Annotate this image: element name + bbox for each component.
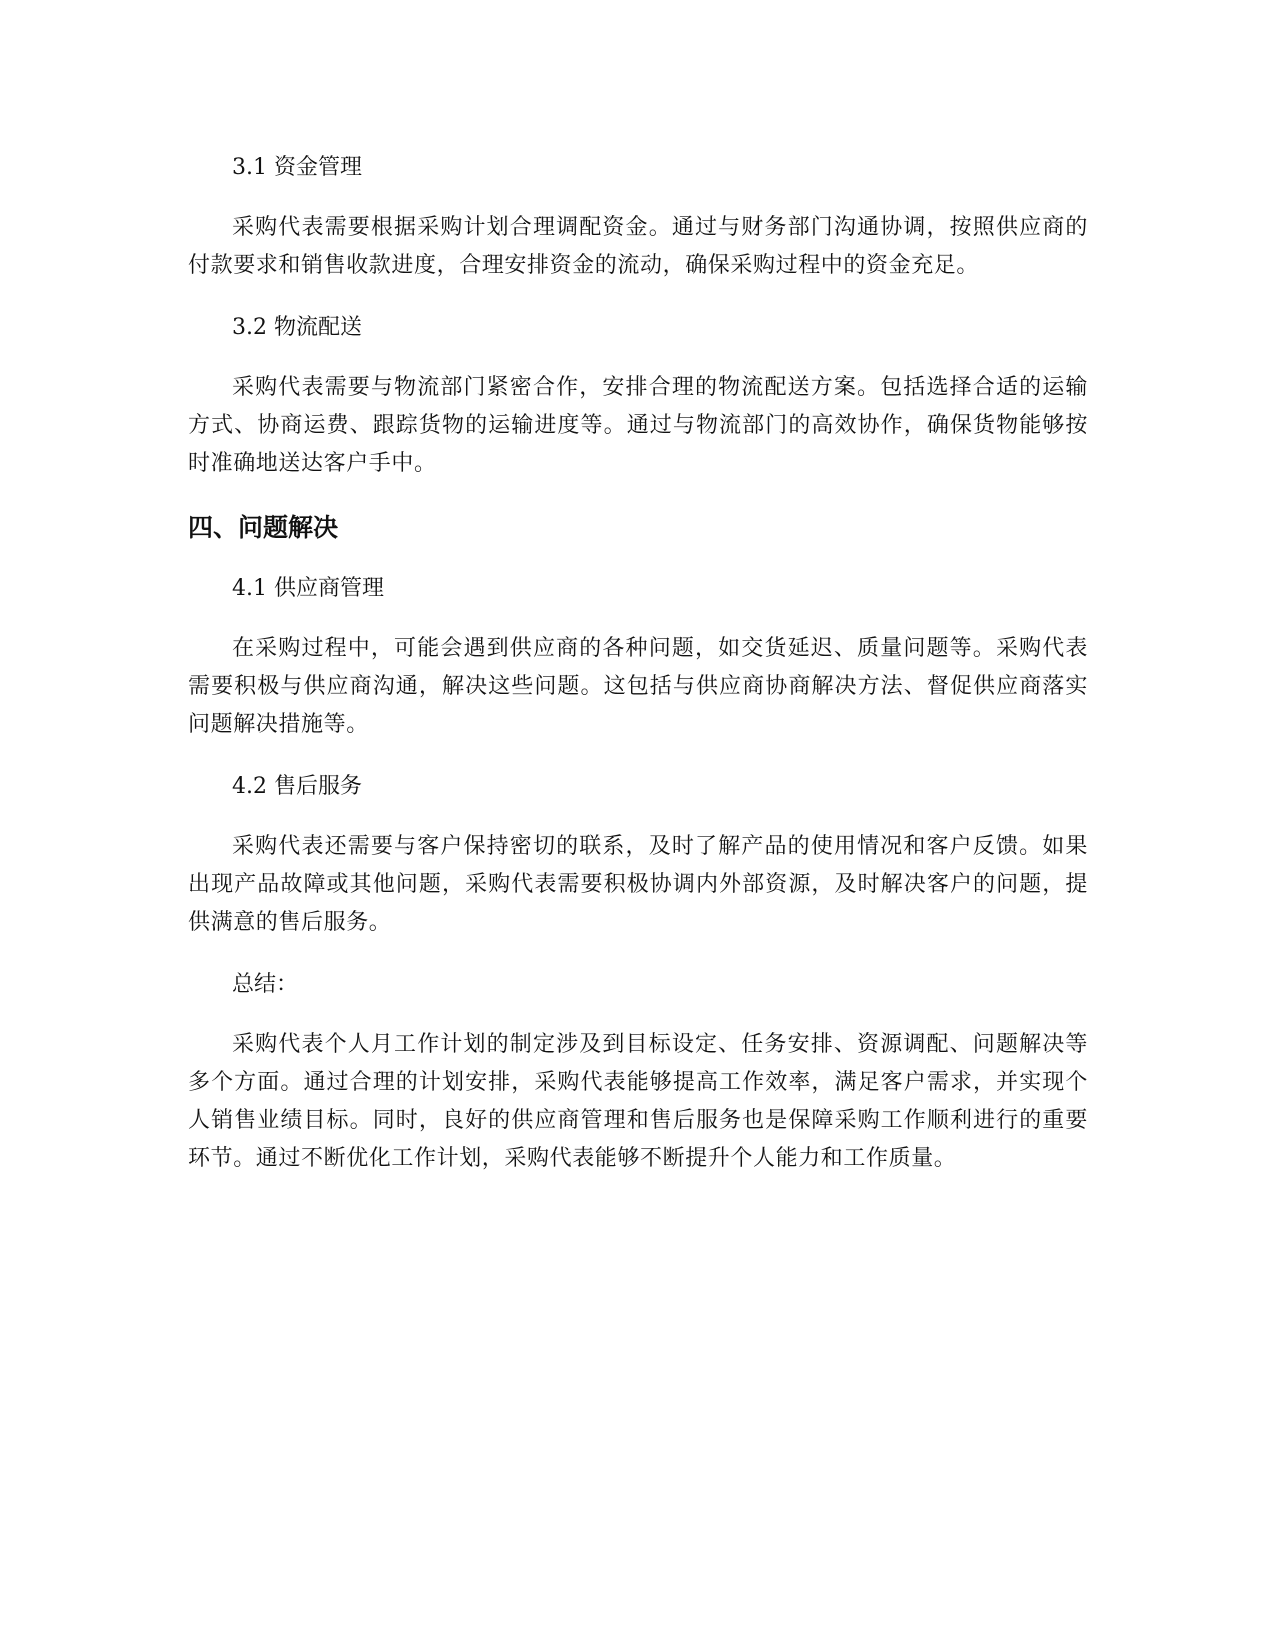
document-body [188, 150, 1088, 1178]
paragraph-3-2: 采购代表需要与物流部门紧密合作，安排合理的物流配送方案。包括选择合适的运输方式、协商运费、跟踪货物的运输进度等。通过与物流部门的高效协作，确保货物能够按时准确地送达客户手中。 [188, 375, 1088, 476]
summary-paragraph: 采购代表个人月工作计划的制定涉及到目标设定、任务安排、资源调配、问题解决等多个方面。通过合理的计划安排，采购代表能够提高工作效率，满足客户需求，并实现个人销售业绩目标。同时，良好的供应商管理和售后服务也是保障采购工作顺利进行的重要环节。通过不断优化工作计划，采购代表能够不断提升个人能力和工作质量。 [188, 1032, 1088, 1171]
subheading-3-2: 3.2 物流配送 [232, 315, 362, 340]
subheading-3-1: 3.1 资金管理 [232, 155, 362, 180]
section-title-4: 四、问题解决 [188, 513, 339, 542]
paragraph-4-2: 采购代表还需要与客户保持密切的联系，及时了解产品的使用情况和客户反馈。如果出现产品故障或其他问题，采购代表需要积极协调内外部资源，及时解决客户的问题，提供满意的售后服务。 [188, 834, 1088, 935]
paragraph-3-1: 采购代表需要根据采购计划合理调配资金。通过与财务部门沟通协调，按照供应商的付款要求和销售收款进度，合理安排资金的流动，确保采购过程中的资金充足。 [188, 215, 1088, 278]
summary-label: 总结： [232, 972, 299, 997]
subheading-4-2: 4.2 售后服务 [232, 774, 362, 799]
paragraph-4-1: 在采购过程中，可能会遇到供应商的各种问题，如交货延迟、质量问题等。采购代表需要积极与供应商沟通，解决这些问题。这包括与供应商协商解决方法、督促供应商落实问题解决措施等。 [188, 636, 1088, 737]
subheading-4-1: 4.1 供应商管理 [232, 576, 384, 601]
